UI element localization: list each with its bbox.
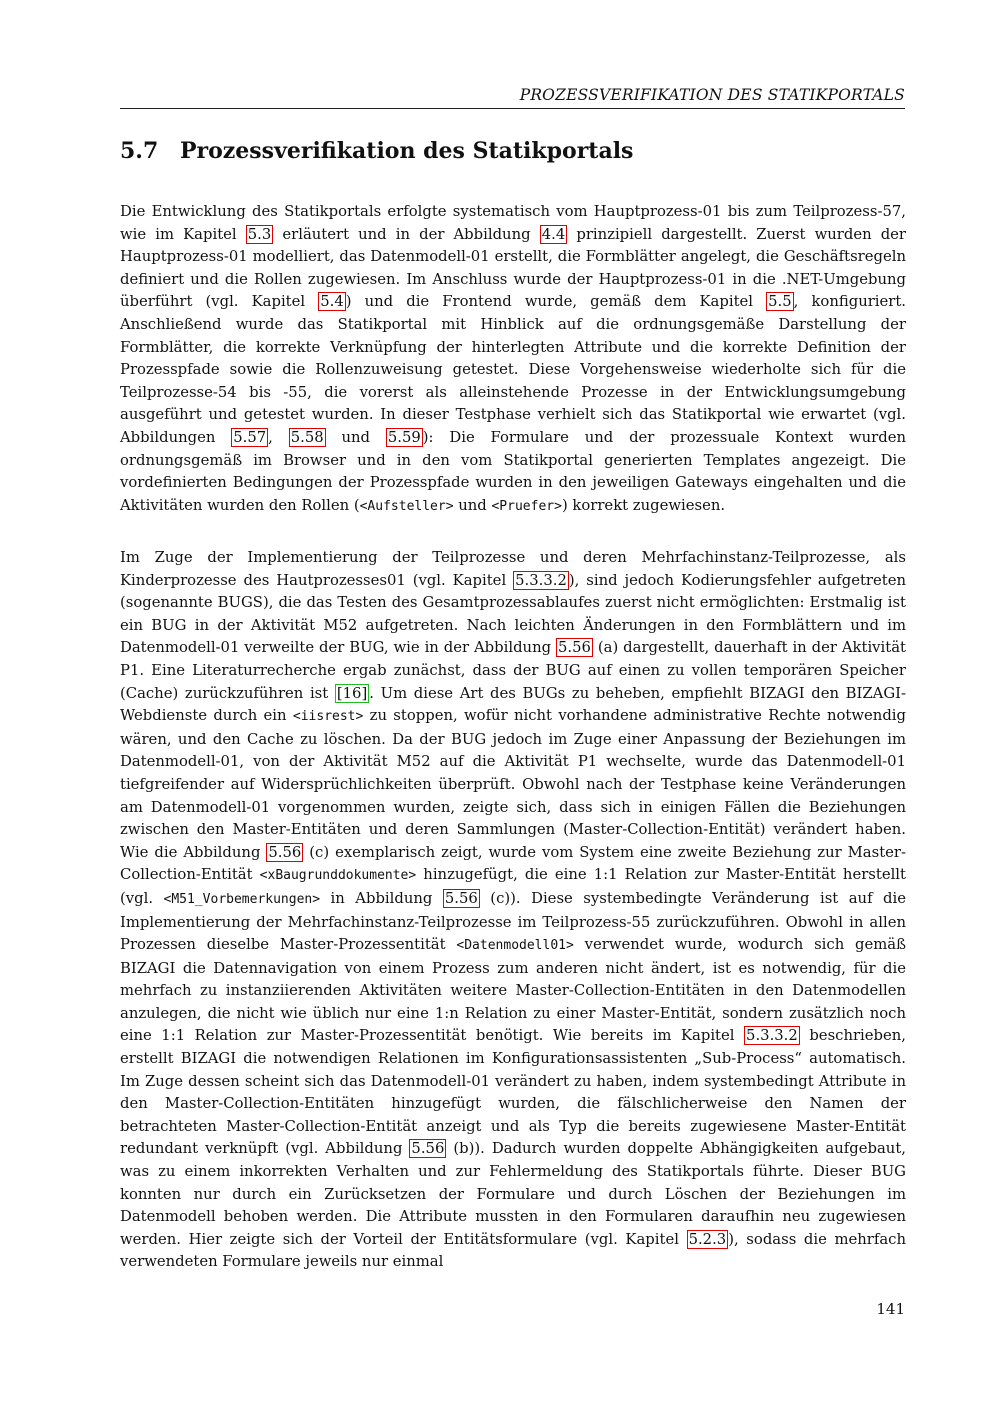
text-run: , konfiguriert. Anschließend wurde das Statikportal mit Hinblick auf die ordnungsgemäße Darstellung der Formblätter, die korrekte Verknüpfung der hinterlegten Attribute und die korrekte Definition der Prozesspfade sowie die Rollenzuweisung getestet. Diese Vorgehensweise wiederholte sich für die Teilprozesse-54 bis -55, die vorerst als alleinstehende Prozesse in der Entwicklungsumgebung ausgeführt und getestet wurden. In dieser Testphase verhielt sich das Statikportal wie erwartet (vgl. Abbildungen [120, 293, 907, 446]
text-run: ): Die Formulare und der prozessuale Kontext wurden ordnungsgemäß im Browser und in den vom Statikportal generierten Templates angezeigt. Die vordefinierten Bedingungen der Prozesspfade wurden in den jeweiligen Gateways eingehalten und die Aktivitäten wurden den Rollen ( [120, 428, 906, 514]
inline-code: <Datenmodell01> [456, 938, 574, 954]
text-run: ) und die Frontend wurde, gemäß dem Kapitel [345, 293, 767, 311]
figure-link[interactable]: 5.56 [268, 843, 302, 861]
text-run: Im Zuge der Implementierung der Teilprozesse und deren Mehrfachinstanz-Teilprozesse, als Kinderprozesse des Hautprozesses01 (vgl. Kapitel [120, 549, 906, 589]
text-run: ), sodass die mehrfach verwendeten Formulare jeweils nur einmal [120, 1230, 906, 1271]
inline-code: <Pruefer> [491, 498, 562, 514]
figure-link[interactable]: 5.56 [444, 889, 478, 907]
text-run: in Abbildung [320, 889, 443, 907]
text-run: . Um diese Art des BUGs zu beheben, empfiehlt BIZAGI den BIZAGI-Webdienste durch ein [120, 684, 906, 725]
text-run: (c)). Diese systembedingte Veränderung ist auf die Implementierung der Mehrfachinstanz-Teilprozesse im Teilprozess-55 zurückzuführen. Obwohl in allen Prozessen dieselbe Master-Prozessentität [120, 889, 906, 954]
text-run: ), sind jedoch Kodierungsfehler aufgetreten (sogenannte BUGS), die das Testen des Gesamtprozessablaufes zuerst nicht ermöglichten: Erstmalig ist ein BUG in der Aktivität M52 aufgetreten. Nach leichten Änderungen in den Formblättern und im Datenmodell-01 verweilte der BUG, wie in der Abbildung [120, 571, 906, 657]
chapter-link[interactable]: 5.2.3 [688, 1230, 727, 1248]
section-heading [120, 138, 633, 164]
chapter-link[interactable]: 5.4 [320, 293, 344, 311]
figure-link[interactable]: 5.59 [387, 428, 421, 446]
inline-code: <iisrest> [292, 709, 364, 725]
chapter-link[interactable]: 5.3.3.2 [746, 1027, 798, 1045]
text-run: zu stoppen, wofür nicht vorhandene administrative Rechte notwendig wären, und den Cache zu löschen. Da der BUG jedoch im Zuge einer Anpassung der Beziehungen im Datenmodell-01, von der Aktivität M52 auf die Aktivität P1 wechselte, wurde das Datenmodell-01 tiefgreifender auf Widersprüchlichkeiten überprüft. Obwohl nach der Testphase keine Veränderungen am Datenmodell-01 vorgenommen wurden, zeigte sich, dass sich in einigen Fällen die Beziehungen zwischen den Master-Entitäten und deren Sammlungen (Master-Collection-Entität) verändert haben. Wie die Abbildung [120, 707, 906, 861]
text-run: beschrieben, erstellt BIZAGI die notwendigen Relationen im Konfigurationsassistenten „Sub-Process“ automatisch. Im Zuge dessen scheint sich das Datenmodell-01 verändert zu haben, indem systembedingt Attribute in den Master-Collection-Entitäten hinzugefügt wurden, die fälschlicherweise den Namen der betrachteten Master-Collection-Entität anzeigt und als Typ die bereits zugewiesene Master-Entität redundant verknüpft (vgl. Abbildung [120, 1027, 907, 1158]
chapter-link[interactable]: 5.5 [768, 293, 792, 311]
text-run: und [325, 428, 386, 446]
text-run: Die Entwicklung des Statikportals erfolgte systematisch vom Hauptprozess-01 bis zum Teilprozess-57, wie im Kapitel [120, 203, 906, 243]
figure-link[interactable]: 5.57 [233, 428, 267, 446]
text-run: erläutert und in der Abbildung [273, 225, 540, 243]
section-title: Prozessverifikation des Statikportals [180, 138, 634, 164]
paragraph-2 [120, 547, 906, 1274]
figure-link[interactable]: 5.56 [558, 639, 591, 657]
text-run: verwendet wurde, wodurch sich gemäß BIZAGI die Datennavigation von einem Prozess zum anderen nicht ändert, ist es notwendig, für die mehrfach zu instanziierenden Aktivitäten weitere Master-Collection-Entitäten in den Datenmodellen anzulegen, die nicht wie üblich nur eine 1:n Relation zu einer Master-Entität, sondern zusätzlich noch eine 1:1 Relation zur Master-Prozessentität benötigt. Wie bereits im Kapitel [120, 936, 907, 1045]
text-run: (a) dargestellt, dauerhaft in der Aktivität P1. Eine Literaturrecherche ergab zunächst, dass der BUG auf einen zu vollen temporären Speicher (Cache) zurückzuführen ist [120, 639, 906, 702]
inline-code: <Aufsteller> [359, 498, 454, 514]
running-header [120, 86, 905, 109]
figure-link[interactable]: 5.56 [411, 1140, 445, 1158]
running-header-title: PROZESSVERIFIKATION DES STATIKPORTALS [519, 86, 905, 104]
figure-link[interactable]: 5.58 [290, 428, 324, 446]
chapter-link[interactable]: 5.3 [247, 225, 272, 243]
figure-link[interactable]: 4.4 [541, 225, 566, 243]
inline-code: <xBaugrunddokumente> [259, 868, 417, 884]
paragraph-1 [120, 201, 906, 518]
text-run: hinzugefügt, die eine 1:1 Relation zur Master-Entität herstellt (vgl. [120, 866, 906, 907]
section-number: 5.7 [120, 138, 159, 164]
chapter-link[interactable]: 5.3.3.2 [515, 571, 567, 589]
inline-code: <M51_Vorbemerkungen> [163, 891, 321, 907]
text-run: prinzipiell dargestellt. Zuerst wurden der Hauptprozess-01 modelliert, das Datenmodell-01 erstellt, die Formblätter angelegt, die Geschäftsregeln definiert und die Rollen zugewiesen. Im Anschluss wurde der Hauptprozess-01 in die .NET-Umgebung überführt (vgl. Kapitel [120, 225, 907, 311]
text-run: ) korrekt zugewiesen. [561, 496, 726, 514]
text-run: (c) exemplarisch zeigt, wurde vom System eine zweite Beziehung zur Master-Collection-Entität [120, 843, 906, 884]
text-run: und [453, 496, 492, 514]
citation-link[interactable]: [16] [336, 684, 368, 702]
text-run: , [268, 428, 289, 446]
page-number: 141 [876, 1300, 905, 1318]
text-run: (b)). Dadurch wurden doppelte Abhängigkeiten aufgebaut, was zu einem inkorrekten Verhalten und zur Fehlermeldung des Statikportals führte. Dieser BUG konnten nur durch ein Zurücksetzen der Formulare und durch Löschen der Beziehungen im Datenmodell behoben werden. Die Attribute mussten in den Formularen daraufhin neu zugewiesen werden. Hier zeigte sich der Vorteil der Entitätsformulare (vgl. Kapitel [120, 1140, 906, 1248]
